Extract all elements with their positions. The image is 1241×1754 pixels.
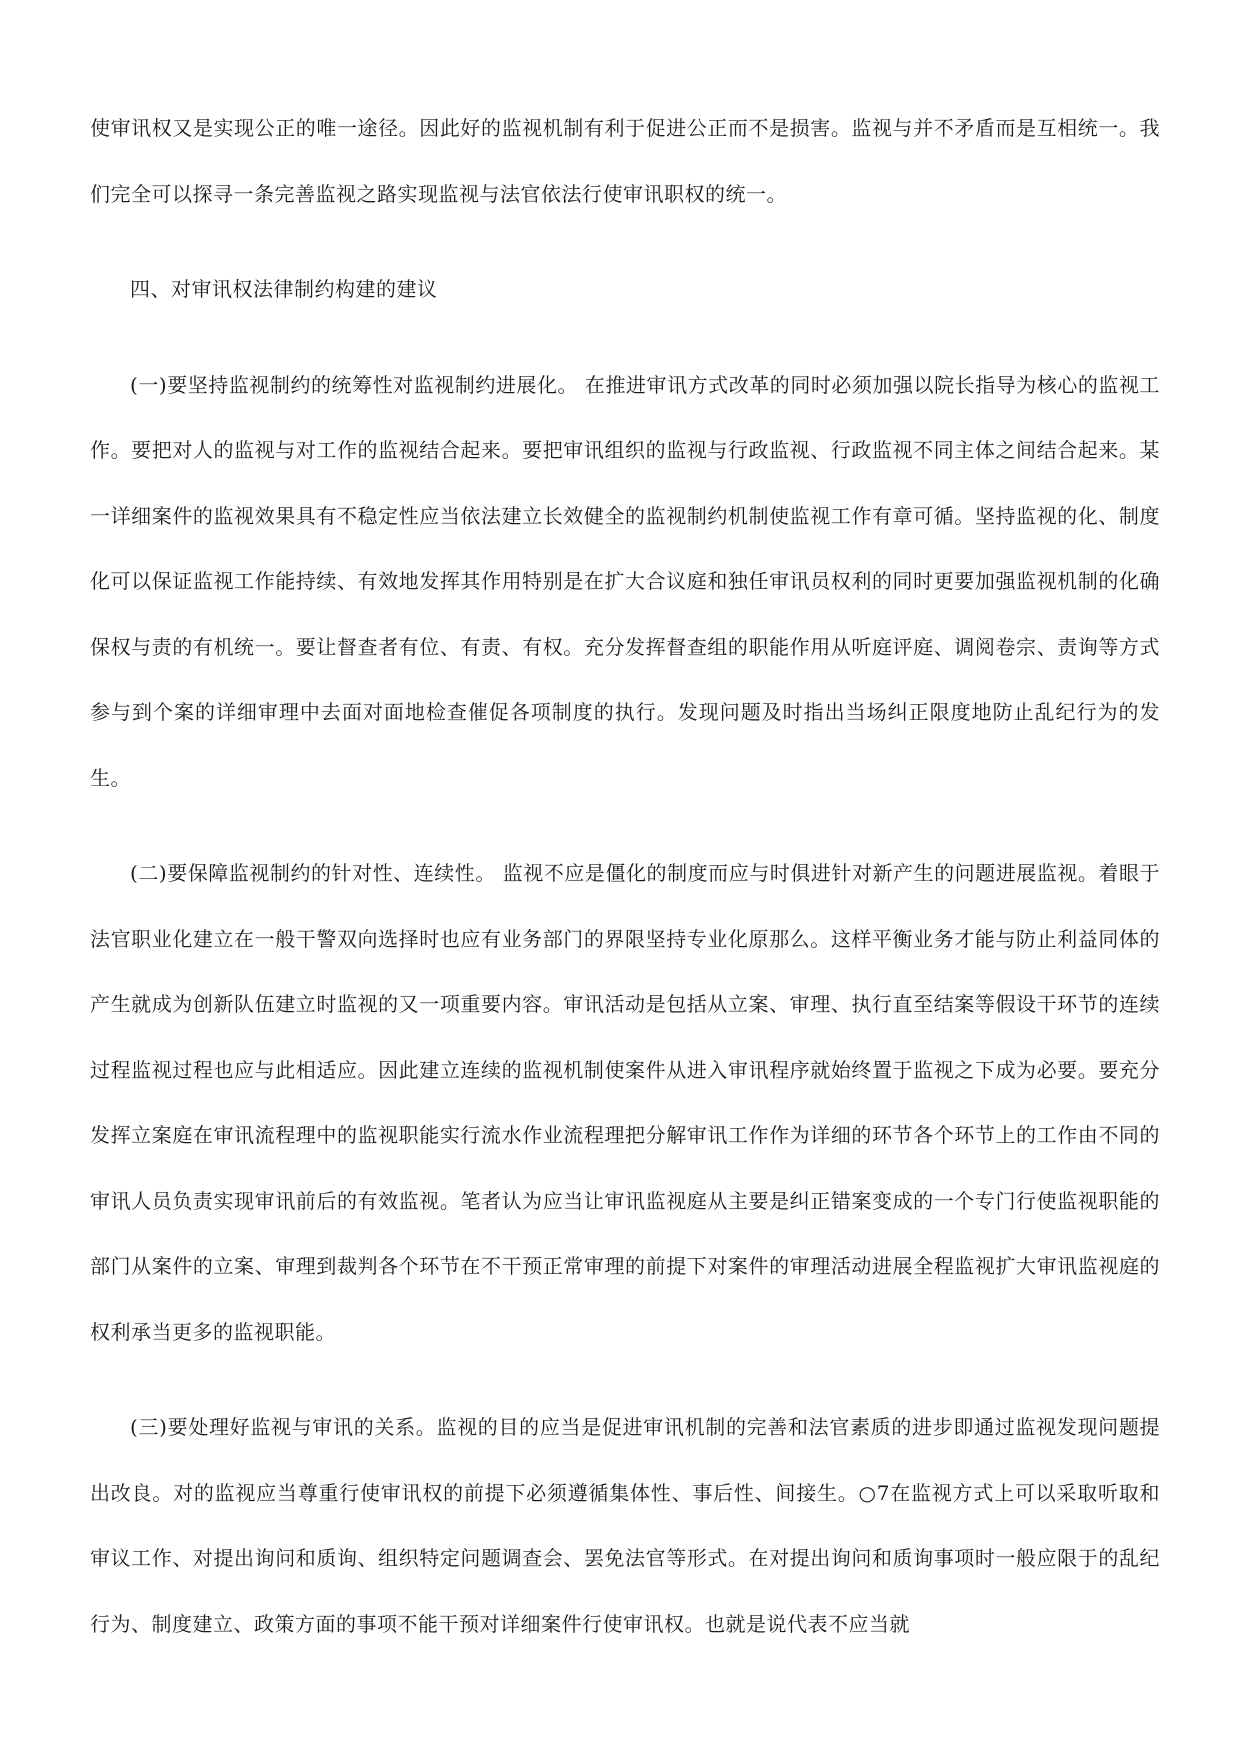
paragraph-gap [90, 323, 1160, 353]
paragraph-continuation: 使审讯权又是实现公正的唯一途径。因此好的监视机制有利于促进公正而不是损害。监视与并不矛盾而是互相统一。我们完全可以探寻一条完善监视之路实现监视与法官依法行使审讯职权的统一。 [90, 116, 1160, 206]
section-heading: 四、对审讯权法律制约构建的建议 [130, 277, 438, 301]
paragraph-item-3: (三)要处理好监视与审讯的关系。监视的目的应当是促进审讯机制的完善和法官素质的进步即通过监视发现问题提出改良。对的监视应当尊重行使审讯权的前提下必须遵循集体性、事后性、间接生。○7在监视方式上可以采取听取和审议工作、对提出询问和质询、组织特定问题调查会、罢免法官等形式。在对提出询问和质询事项时一般应限于的乱纪行为、制度建立、政策方面的事项不能干预对详细案件行使审讯权。也就是说代表不应当就 [90, 1415, 1160, 1636]
paragraph-item-2: (二)要保障监视制约的针对性、连续性。 监视不应是僵化的制度而应与时俱进针对新产生的问题进展监视。着眼于法官职业化建立在一般干警双向选择时也应有业务部门的界限坚持专业化原那么。这样平衡业务才能与防止利益同体的产生就成为创新队伍建立时监视的又一项重要内容。审讯活动是包括从立案、审理、执行直至结案等假设干环节的连续过程监视过程也应与此相适应。因此建立连续的监视机制使案件从进入审讯程序就始终置于监视之下成为必要。要充分发挥立案庭在审讯流程理中的监视职能实行流水作业流程理把分解审讯工作作为详细的环节各个环节上的工作由不同的审讯人员负责实现审讯前后的有效监视。笔者认为应当让审讯监视庭从主要是纠正错案变成的一个专门行使监视职能的部门从案件的立案、审理到裁判各个环节在不干预正常审理的前提下对案件的审理活动进展全程监视扩大审讯监视庭的权利承当更多的监视职能。 [90, 861, 1160, 1344]
paragraph-item-1: (一)要坚持监视制约的统筹性对监视制约进展化。 在推进审讯方式改革的同时必须加强以院长指导为核心的监视工作。要把对人的监视与对工作的监视结合起来。要把审讯组织的监视与行政监视、行政监视不同主体之间结合起来。某一详细案件的监视效果具有不稳定性应当依法建立长效健全的监视制约机制使监视工作有章可循。坚持监视的化、制度化可以保证监视工作能持续、有效地发挥其作用特别是在扩大合议庭和独任审讯员权利的同时更要加强监视机制的化确保权与责的有机统一。要让督查者有位、有责、有权。充分发挥督查组的职能作用从听庭评庭、调阅卷宗、责询等方式参与到个案的详细审理中去面对面地检查催促各项制度的执行。发现问题及时指出当场纠正限度地防止乱纪行为的发生。 [90, 372, 1160, 790]
document-body [90, 96, 1160, 1657]
paragraph-gap [90, 1365, 1160, 1395]
paragraph-gap [90, 811, 1160, 841]
paragraph-gap [90, 227, 1160, 257]
